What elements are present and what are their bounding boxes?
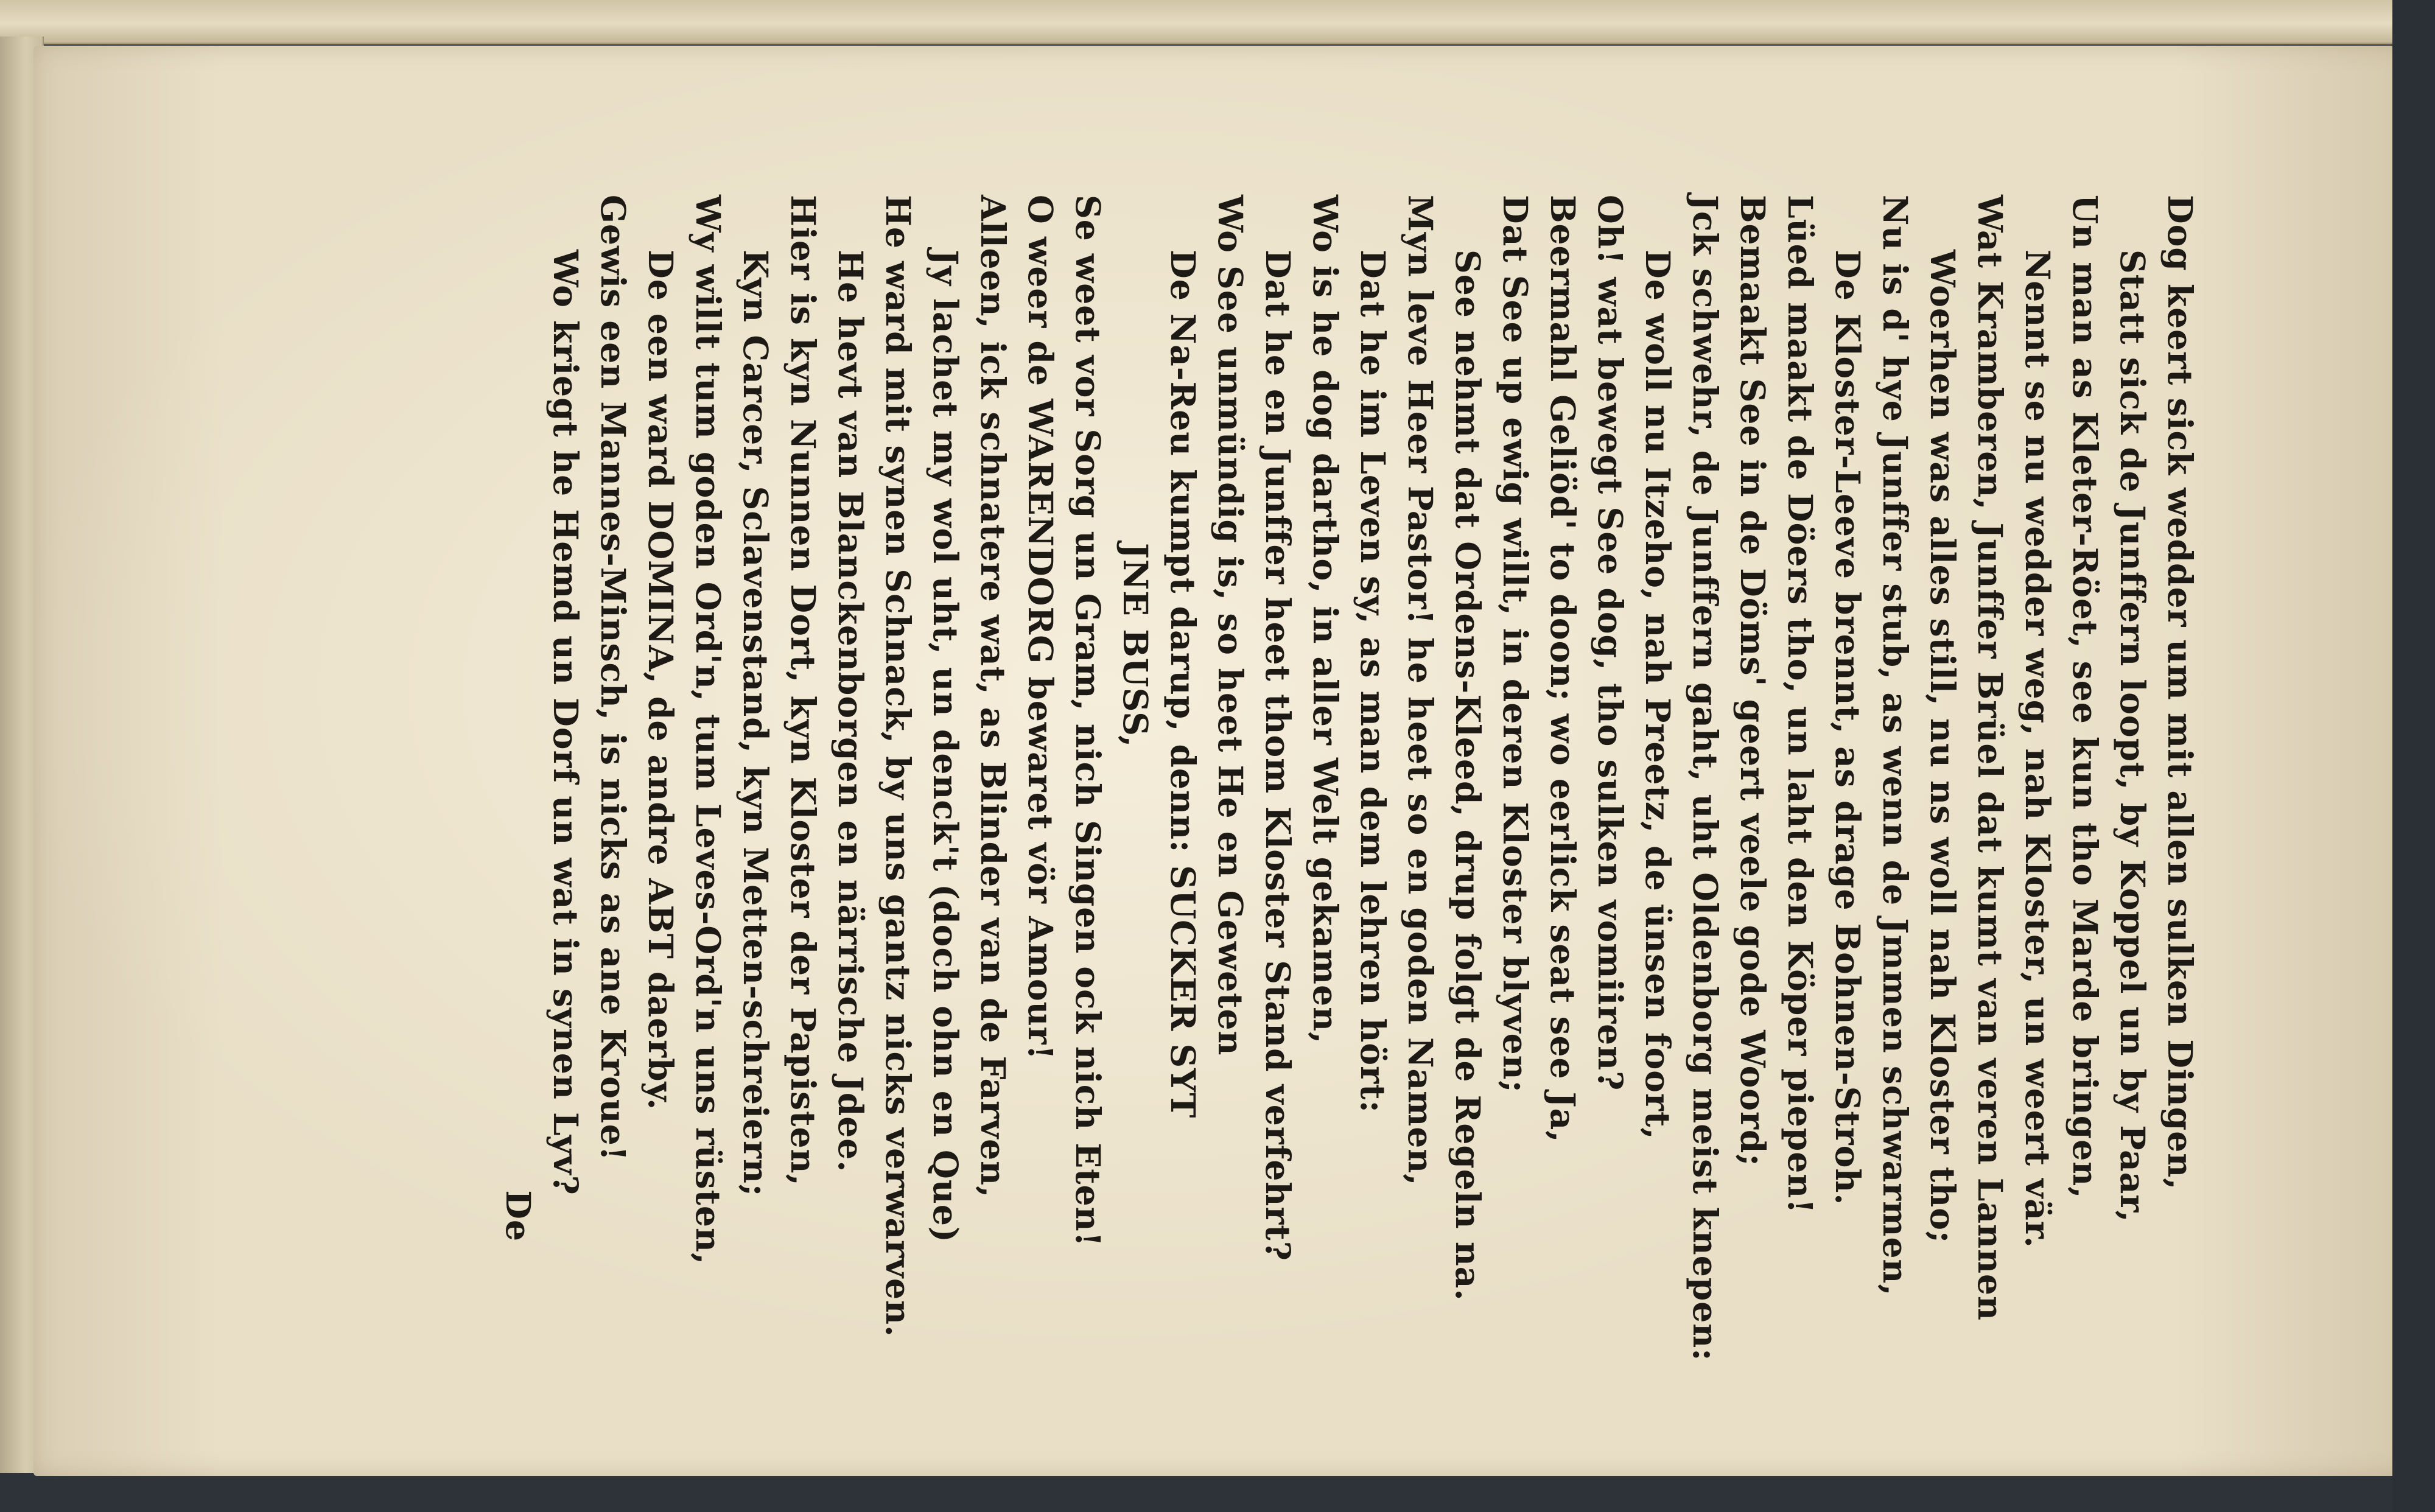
scan-border [2392, 0, 2435, 1512]
verse-line: Se weet vor Sorg un Gram, nich Singen ock nich Eten! [1068, 195, 1108, 1247]
verse-line: Beermahl Geliöd' to doon; wo eerlick seat see Ja, [1543, 195, 1583, 1143]
verse-line: Gewis een Mannes-Minsch, is nicks as ane Kroue! [594, 195, 633, 1161]
verse-line: Dat he im Leven sy, as man dem lehren hört: [1353, 250, 1393, 1113]
catchword: De [499, 1190, 538, 1242]
verse-line: Wo is he dog dartho, in aller Welt gekamen, [1306, 195, 1345, 1045]
verse-line: De een ward DOMINA, de andre ABT daerby. [641, 250, 681, 1111]
verse-line: Jy lachet my wol uht, un denck't (doch ohn en Que) [926, 250, 965, 1243]
facing-page-edge [0, 0, 2411, 44]
verse-line: Dat he en Junffer heet thom Kloster Stand verfehrt? [1258, 250, 1298, 1261]
verse-line: Myn leve Heer Pastor! he heet so en goden Namen, [1401, 195, 1440, 1186]
verse-line: Bemaakt See in de Döms' geert veele gode Woord; [1733, 195, 1773, 1167]
verse-line: Statt sick de Junffern loopt, by Koppel un by Paar, [2113, 250, 2153, 1223]
verse-line: Kyn Carcer, Sclavenstand, kyn Metten-schreiern; [736, 250, 776, 1197]
verse-line: Wy willt tum goden Ord'n, tum Leves-Ord'n uns rüsten, [688, 195, 728, 1265]
verse-lines [542, 195, 2204, 1362]
verse-line: De Na-Reu kumpt darup, denn: SUCKER SYT [1163, 250, 1203, 1119]
verse-line: Lüed maakt de Döers tho, un laht den Köper piepen! [1781, 195, 1820, 1214]
verse-line: Dog keert sick wedder um mit allen sulken Dingen, [2160, 195, 2200, 1191]
verse-line: Nennt se nu wedder weg, nah Kloster, un weert vär. [2018, 250, 2058, 1248]
verse-line: Alleen, ick schnatere wat, as Blinder van de Farven, [973, 195, 1013, 1199]
verse-line: De woll nu Itzeho, nah Preetz, de ünsen foort, [1638, 250, 1678, 1140]
verse-line: See nehmt dat Ordens-Kleed, drup folgt de Regeln na. [1448, 250, 1488, 1301]
verse-line: Dat See up ewig willt, in deren Kloster blyven; [1496, 195, 1535, 1093]
verse-line: Un man as Kleter-Röet, see kun tho Marde bringen, [2065, 195, 2105, 1199]
verse-line: Woerhen was alles still, nu ns woll nah Kloster tho; [1923, 250, 1963, 1244]
verse-line: He hevt van Blanckenborgen en närrische Jdee. [831, 250, 871, 1173]
verse-line: Wo See unmündig is, so heet He en Geweten [1211, 195, 1250, 1056]
verse-line: Wat Kramberen, Junffer Brüel dat kumt van veren Lannen [1971, 195, 2010, 1321]
verse-line: He ward mit synen Schnack, by uns gantz nicks verwarven. [878, 195, 918, 1338]
verse-line: Nu is d' hye Junffer stub, as wenn de Jmmen schwarmen, [1876, 195, 1915, 1297]
verse-line: De Kloster-Leeve brennt, as drage Bohnen-Stroh. [1828, 250, 1868, 1206]
verse-line: Hier is kyn Nunnen Dort, kyn Kloster der Papisten, [783, 195, 823, 1186]
verse-line: Wo kriegt he Hemd un Dorf un wat in synen Lyv? [546, 250, 586, 1195]
verse-line: Oh! wat bewegt See dog, tho sulken vomiiren? [1591, 195, 1630, 1091]
verse-line: O weer de WARENDORG bewaret vör Amour! [1021, 195, 1060, 1060]
verse-line: JNE BUSS, [1116, 542, 1155, 748]
verse-line: Jck schwehr, de Junffern gaht, uht Oldenborg meist knepen: [1686, 195, 1725, 1362]
rotated-text-block [499, 195, 2204, 1362]
